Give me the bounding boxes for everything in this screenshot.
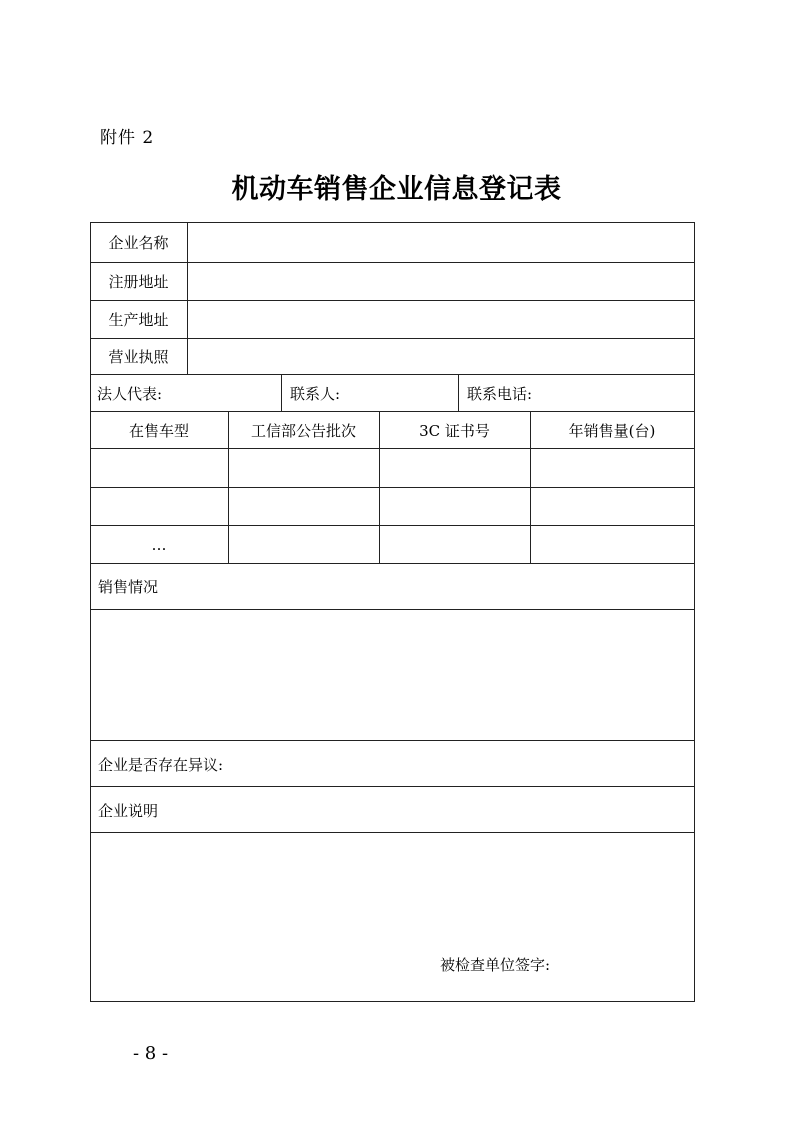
table-rule	[90, 374, 695, 375]
table-border-left	[90, 222, 91, 1002]
contact-row-divider	[458, 374, 459, 412]
table-rule	[90, 832, 695, 833]
table-rule	[90, 448, 695, 449]
table-rule	[90, 411, 695, 412]
table-rule	[90, 300, 695, 301]
registered-address-label: 注册地址	[108, 273, 169, 291]
sales-status-label: 销售情况	[98, 578, 159, 596]
table-rule	[90, 563, 695, 564]
table-border-right	[694, 222, 695, 1002]
form-title: 机动车销售企业信息登记表	[231, 174, 562, 205]
vehicle-table-ellipsis: …	[151, 536, 167, 554]
attachment-label: 附件 2	[100, 128, 155, 148]
table-rule	[90, 487, 695, 488]
table-rule	[90, 338, 695, 339]
legal-rep-label: 法人代表:	[97, 385, 163, 403]
vehicle-header-3c-cert: 3C 证书号	[419, 422, 490, 440]
objection-label: 企业是否存在异议:	[98, 756, 224, 774]
page-number: - 8 -	[133, 1043, 169, 1064]
explanation-label: 企业说明	[98, 802, 159, 820]
table-rule	[90, 740, 695, 741]
table-rule	[90, 609, 695, 610]
signature-label: 被检查单位签字:	[440, 956, 551, 974]
vehicle-header-annual-sales: 年销售量(台)	[568, 422, 656, 440]
contact-row-divider	[281, 374, 282, 412]
table-rule	[90, 786, 695, 787]
business-license-label: 营业执照	[108, 348, 169, 366]
label-column-divider	[187, 222, 188, 375]
contact-phone-label: 联系电话:	[467, 385, 533, 403]
table-rule	[90, 262, 695, 263]
table-border-top	[90, 222, 695, 223]
contact-person-label: 联系人:	[290, 385, 341, 403]
production-address-label: 生产地址	[108, 311, 169, 329]
vehicle-header-model: 在售车型	[128, 422, 189, 440]
table-rule	[90, 525, 695, 526]
company-name-label: 企业名称	[108, 234, 169, 252]
vehicle-header-miit-batch: 工信部公告批次	[250, 422, 356, 440]
table-border-bottom	[90, 1001, 695, 1002]
